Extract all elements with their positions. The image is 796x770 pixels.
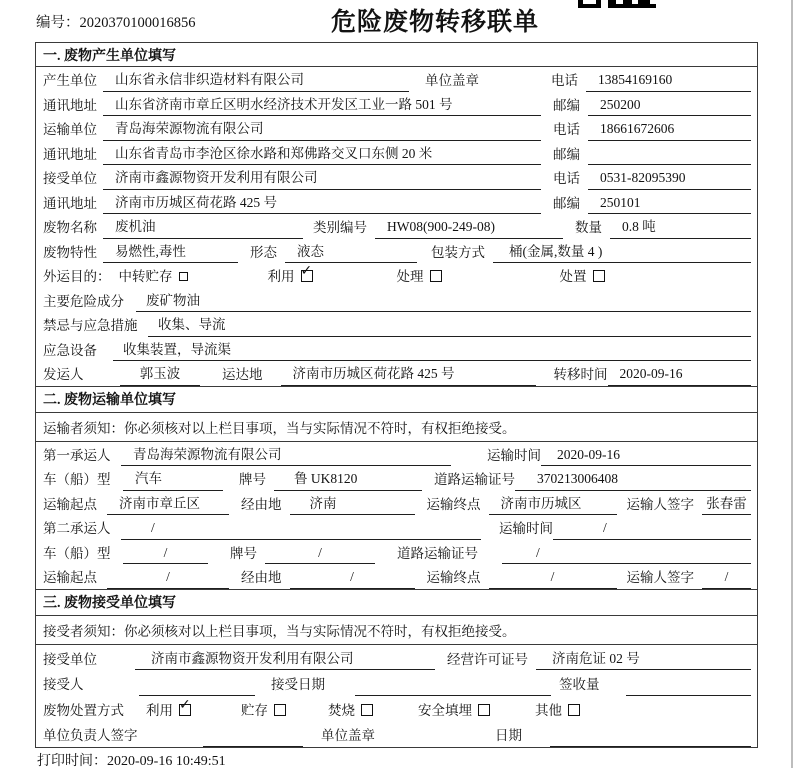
zip-label: 邮编 <box>553 146 580 162</box>
date-label: 日期 <box>495 728 522 744</box>
row-producer-address <box>36 92 757 117</box>
form-value: 液态 <box>285 244 417 263</box>
address-label: 通讯地址 <box>43 195 97 211</box>
transporter-notice: 运输者须知：你必须核对以上栏目事项，当与实际情况不符时，有权拒绝接受。 <box>36 413 757 442</box>
checkbox-store <box>274 704 286 716</box>
accept-date-value <box>355 692 551 696</box>
transfer-time-value: 2020-09-16 <box>608 366 752 385</box>
disposal-label: 废物处置方式 <box>43 702 124 718</box>
producer-phone-value: 13854169160 <box>586 72 751 91</box>
row-receiver-address <box>36 190 757 215</box>
packing-label: 包装方式 <box>431 244 485 260</box>
carrier2-time-value: / <box>553 520 751 539</box>
accept-date-label: 接受日期 <box>271 677 325 693</box>
address-label: 通讯地址 <box>43 97 97 113</box>
checkbox-incinerate <box>361 704 373 716</box>
disposal-option-landfill <box>418 703 490 721</box>
accept-unit-value: 济南市鑫源物资开发利用有限公司 <box>135 651 435 670</box>
vehicle1-value: 汽车 <box>123 471 223 490</box>
character-label: 废物特性 <box>43 244 97 260</box>
emergency-value: 收集、导流 <box>148 317 751 336</box>
category-value: HW08(900-249-08) <box>375 219 563 238</box>
plate2-value: / <box>265 545 375 564</box>
transporter-sign-label: 运输人签字 <box>626 570 694 586</box>
row-transporter-address <box>36 141 757 166</box>
row-waste-character <box>36 239 757 264</box>
producer-zip-value: 250200 <box>588 97 751 116</box>
quantity-label: 数量 <box>575 220 602 236</box>
row-route1 <box>36 491 757 516</box>
unit-seal-label: 单位盖章 <box>425 73 479 89</box>
via1-value: 济南 <box>290 496 415 515</box>
manager-sign-value <box>203 743 303 747</box>
transporter-zip-value <box>588 161 751 165</box>
plate-label: 牌号 <box>230 545 257 561</box>
row-carrier1 <box>36 442 757 467</box>
carrier2-value: / <box>121 520 481 539</box>
option-label: 焚烧 <box>328 702 355 718</box>
hazard-label: 主要危险成分 <box>43 293 124 309</box>
doc-number-label: 编号： <box>36 15 80 31</box>
transporter-sign-label: 运输人签字 <box>626 496 694 512</box>
option-label: 处置 <box>559 269 587 285</box>
quantity-value: 0.8 吨 <box>610 219 751 238</box>
end-label: 运输终点 <box>426 570 481 586</box>
phone-label: 电话 <box>553 122 580 138</box>
waste-name-label: 废物名称 <box>43 220 97 236</box>
purpose-option-transfer-storage <box>119 269 188 287</box>
row-waste-name <box>36 214 757 239</box>
origin2-value: / <box>107 569 229 588</box>
end-label: 运输终点 <box>426 496 481 512</box>
vehicle2-value: / <box>123 545 208 564</box>
via-label: 经由地 <box>241 570 282 586</box>
checkbox-landfill <box>478 704 490 716</box>
checkbox-utilize-checked <box>301 270 313 282</box>
acceptor-label: 接受人 <box>43 677 84 693</box>
via2-value: / <box>290 569 415 588</box>
origin1-value: 济南市章丘区 <box>107 496 229 515</box>
carrier1-label: 第一承运人 <box>43 447 111 463</box>
zip-label: 邮编 <box>553 195 580 211</box>
received-qty-label: 签收量 <box>559 677 600 693</box>
emergency-label: 禁忌与应急措施 <box>43 318 138 334</box>
section2-heading: 二. 废物运输单位填写 <box>36 386 757 413</box>
road-permit1-value: 370213006408 <box>515 471 751 490</box>
zip-label: 邮编 <box>553 97 580 113</box>
qr-code-fragment <box>578 0 656 8</box>
character-value: 易燃性,毒性 <box>103 244 238 263</box>
row-hazard <box>36 288 757 313</box>
checkbox-transfer-storage <box>179 272 188 281</box>
shipper-label: 发运人 <box>43 367 84 383</box>
manager-sign-label: 单位负责人签字 <box>43 728 138 744</box>
permit-value: 济南危证 02 号 <box>536 651 751 670</box>
section1-heading: 一. 废物产生单位填写 <box>36 43 757 67</box>
receiver-value: 济南市鑫源物资开发利用有限公司 <box>103 170 541 189</box>
print-time-label: 打印时间： <box>37 754 107 769</box>
received-qty-value <box>626 692 752 696</box>
transfer-time-label: 转移时间 <box>553 367 608 383</box>
print-time-value: 2020-09-16 10:49:51 <box>107 754 226 769</box>
option-label: 安全填埋 <box>418 702 472 718</box>
sign1-value: 张春雷 <box>702 496 751 515</box>
transport-time-label: 运输时间 <box>499 521 553 537</box>
row-vehicle1 <box>36 466 757 491</box>
page-title: 危险废物转移联单 <box>331 9 540 36</box>
destination-value: 济南市历城区荷花路 425 号 <box>281 366 536 385</box>
plate1-value: 鲁 UK8120 <box>274 471 422 490</box>
receiver-label: 接受单位 <box>43 171 97 187</box>
producer-label: 产生单位 <box>43 73 97 89</box>
disposal-option-incinerate <box>328 703 373 721</box>
end2-value: / <box>489 569 617 588</box>
manifest-form <box>35 42 758 748</box>
road-permit2-value: / <box>502 545 751 564</box>
carrier1-time-value: 2020-09-16 <box>541 447 751 466</box>
vehicle-type-label: 车（船）型 <box>43 472 111 488</box>
disposal-option-utilize <box>146 703 191 721</box>
option-label: 其他 <box>535 702 562 718</box>
receiver-address-value: 济南市历城区荷花路 425 号 <box>103 195 541 214</box>
row-acceptor <box>36 670 757 696</box>
print-time <box>37 750 226 770</box>
row-producer <box>36 67 757 92</box>
receiver-zip-value: 250101 <box>588 195 751 214</box>
road-permit-label: 道路运输证号 <box>397 545 478 561</box>
row-purpose <box>36 263 757 288</box>
carrier2-label: 第二承运人 <box>43 521 111 537</box>
row-emergency-equipment <box>36 337 757 362</box>
disposal-option-other <box>535 703 580 721</box>
row-vehicle2 <box>36 540 757 565</box>
category-label: 类别编号 <box>313 220 367 236</box>
purpose-option-utilize <box>268 269 313 287</box>
checkbox-utilize-checked <box>179 704 191 716</box>
origin-label: 运输起点 <box>43 570 97 586</box>
destination-label: 运达地 <box>222 367 263 383</box>
purpose-option-treat <box>397 269 442 287</box>
checkbox-other <box>568 704 580 716</box>
acceptor-value <box>139 692 255 696</box>
permit-label: 经营许可证号 <box>447 651 528 667</box>
option-label: 处理 <box>396 269 424 285</box>
via-label: 经由地 <box>241 496 282 512</box>
section3-heading: 三. 废物接受单位填写 <box>36 589 757 616</box>
producer-address-value: 山东省济南市章丘区明水经济技术开发区工业一路 501 号 <box>103 97 541 116</box>
row-transporter <box>36 116 757 141</box>
shipper-value: 郭玉波 <box>120 366 200 385</box>
address-label: 通讯地址 <box>43 146 97 162</box>
carrier1-value: 青岛海荣源物流有限公司 <box>121 447 451 466</box>
form-label: 形态 <box>250 244 277 260</box>
checkbox-dispose <box>593 270 605 282</box>
equipment-value: 收集装置，导流渠 <box>113 342 751 361</box>
option-label: 利用 <box>146 702 173 718</box>
disposal-option-store <box>241 703 286 721</box>
vehicle-type-label: 车（船）型 <box>43 545 111 561</box>
origin-label: 运输起点 <box>43 496 97 512</box>
row-carrier2 <box>36 515 757 540</box>
equipment-label: 应急设备 <box>43 342 97 358</box>
doc-number-value: 2020370100016856 <box>79 15 196 31</box>
row-disposal-method <box>36 696 757 722</box>
transporter-value: 青岛海荣源物流有限公司 <box>103 121 541 140</box>
transporter-label: 运输单位 <box>43 122 97 138</box>
checkbox-treat <box>430 270 442 282</box>
producer-value: 山东省永信非织造材料有限公司 <box>103 72 409 91</box>
phone-label: 电话 <box>553 171 580 187</box>
road-permit-label: 道路运输证号 <box>434 472 515 488</box>
plate-label: 牌号 <box>239 472 266 488</box>
row-emergency-measures <box>36 312 757 337</box>
packing-value: 桶(金属,数量 4 ) <box>493 244 751 263</box>
doc-number <box>36 11 196 32</box>
sign2-value: / <box>702 569 751 588</box>
row-route2 <box>36 564 757 589</box>
transporter-phone-value: 18661672606 <box>588 121 751 140</box>
end1-value: 济南市历城区 <box>489 496 617 515</box>
receiver-phone-value: 0531-82095390 <box>588 170 751 189</box>
row-shipper <box>36 361 757 386</box>
option-label: 中转贮存 <box>118 269 173 285</box>
purpose-option-dispose <box>560 269 605 287</box>
option-label: 贮存 <box>241 702 268 718</box>
option-label: 利用 <box>267 269 295 285</box>
unit-seal-label: 单位盖章 <box>321 728 375 744</box>
phone-label: 电话 <box>551 73 578 89</box>
date-value <box>550 743 751 747</box>
waste-name-value: 废机油 <box>103 219 303 238</box>
receiver-notice: 接受者须知：你必须核对以上栏目事项，当与实际情况不符时，有权拒绝接受。 <box>36 616 757 645</box>
transport-time-label: 运输时间 <box>487 447 541 463</box>
purpose-label: 外运目的： <box>43 269 111 285</box>
row-receiver <box>36 165 757 190</box>
transporter-address-value: 山东省青岛市李沧区徐水路和郑佛路交叉口东侧 20 米 <box>103 146 541 165</box>
row-manager-sign <box>36 721 757 747</box>
page-edge-divider <box>791 0 793 768</box>
hazard-value: 废矿物油 <box>136 293 751 312</box>
accept-unit-label: 接受单位 <box>43 651 97 667</box>
row-accept-unit <box>36 645 757 671</box>
